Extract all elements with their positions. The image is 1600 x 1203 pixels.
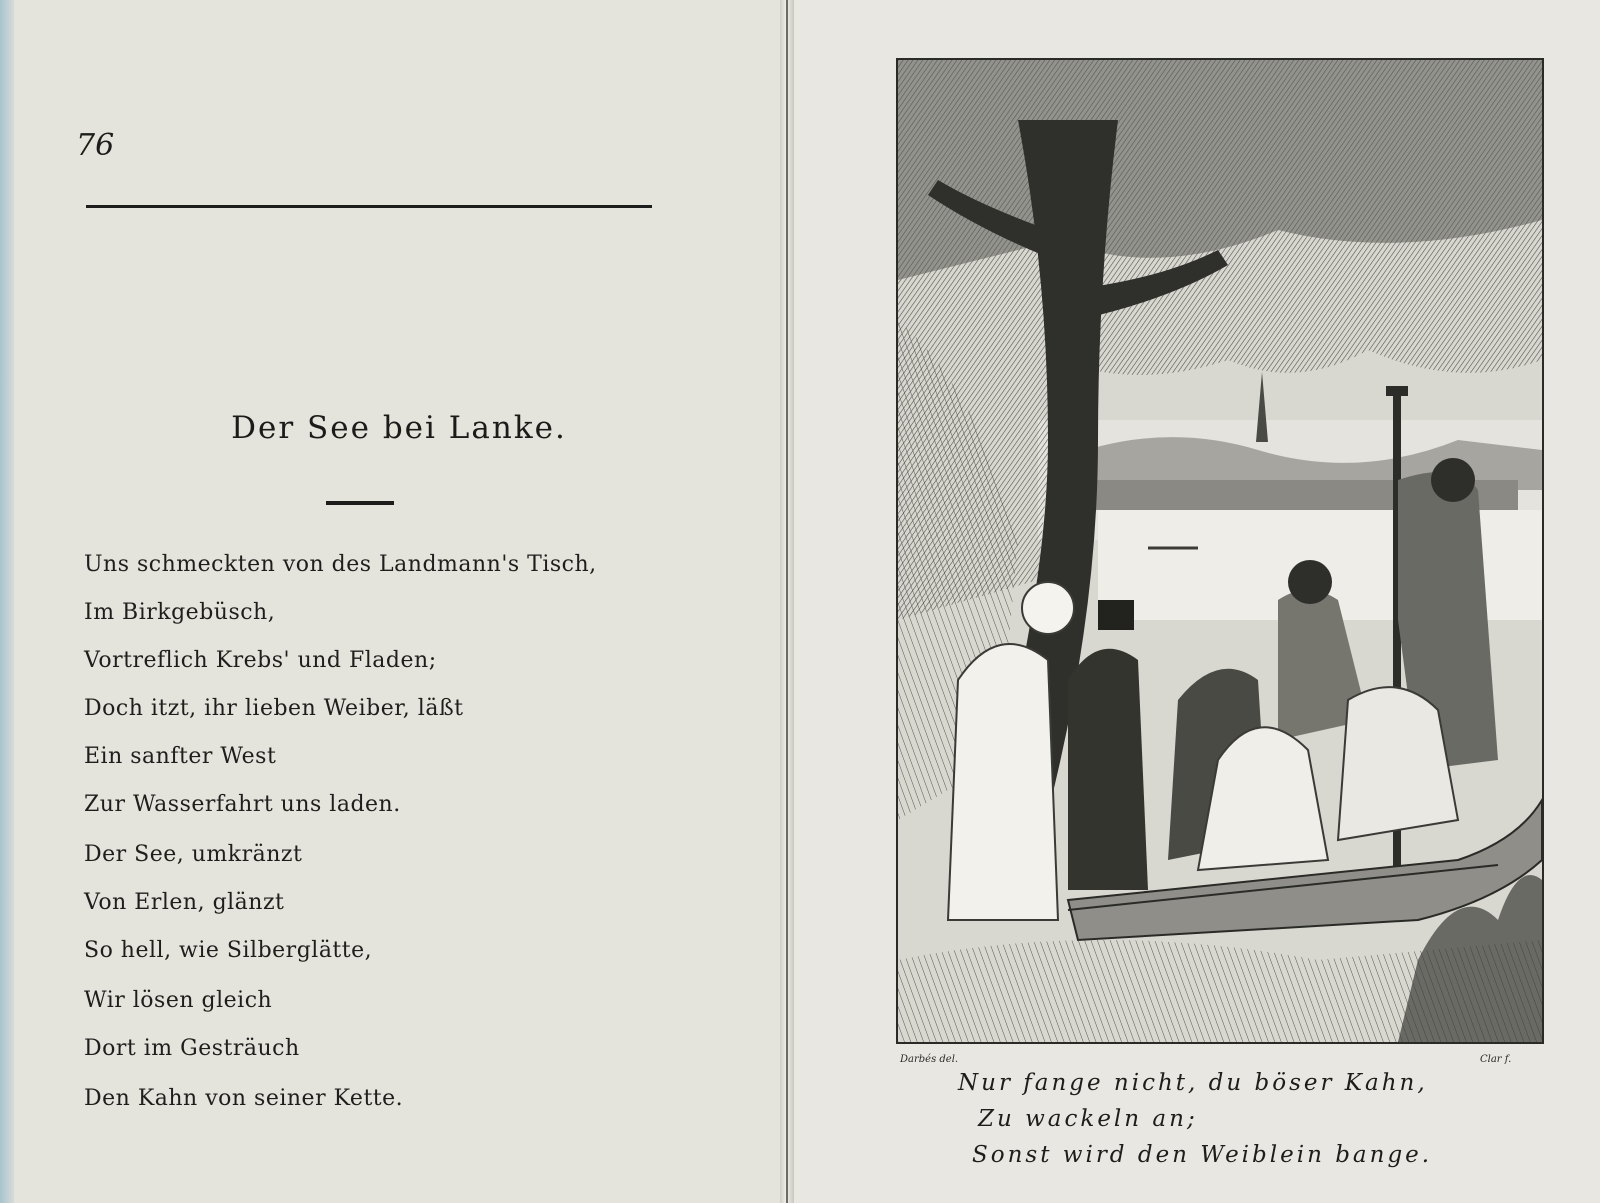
- left-page: [14, 0, 784, 1203]
- poem-line: Vortreflich Krebs' und Fladen;: [84, 648, 437, 673]
- poem-line: Der See, umkränzt: [84, 842, 303, 867]
- poem-title: Der See bei Lanke.: [231, 410, 567, 446]
- poem-line: Wir lösen gleich: [84, 988, 273, 1013]
- poem-line: Den Kahn von seiner Kette.: [84, 1086, 404, 1111]
- poem-line: Dort im Gesträuch: [84, 1036, 300, 1061]
- poem-line: So hell, wie Silberglätte,: [84, 938, 373, 963]
- poem-line: Zur Wasserfahrt uns laden.: [84, 792, 401, 817]
- poem-line: Doch itzt, ihr lieben Weiber, läßt: [84, 696, 464, 721]
- engraver-credit-left: Darbés del.: [900, 1054, 959, 1065]
- caption-line: Sonst wird den Weiblein bange.: [972, 1142, 1433, 1168]
- title-rule: [326, 501, 394, 505]
- poem-line: Im Birkgebüsch,: [84, 600, 276, 625]
- header-rule: [86, 205, 652, 208]
- gutter-crease: [786, 0, 788, 1203]
- poem-line: Ein sanfter West: [84, 744, 277, 769]
- engraver-credit-right: Clar f.: [1480, 1054, 1512, 1065]
- scan-edge: [0, 0, 14, 1203]
- poem-line: Uns schmeckten von des Landmann's Tisch,: [84, 552, 597, 577]
- caption-line: Zu wackeln an;: [978, 1106, 1198, 1132]
- engraving-illustration: [896, 58, 1544, 1044]
- page-number: 76: [76, 128, 115, 163]
- caption-line: Nur fange nicht, du böser Kahn,: [958, 1070, 1428, 1096]
- engraving-drawing: [898, 60, 1542, 1042]
- poem-line: Von Erlen, glänzt: [84, 890, 285, 915]
